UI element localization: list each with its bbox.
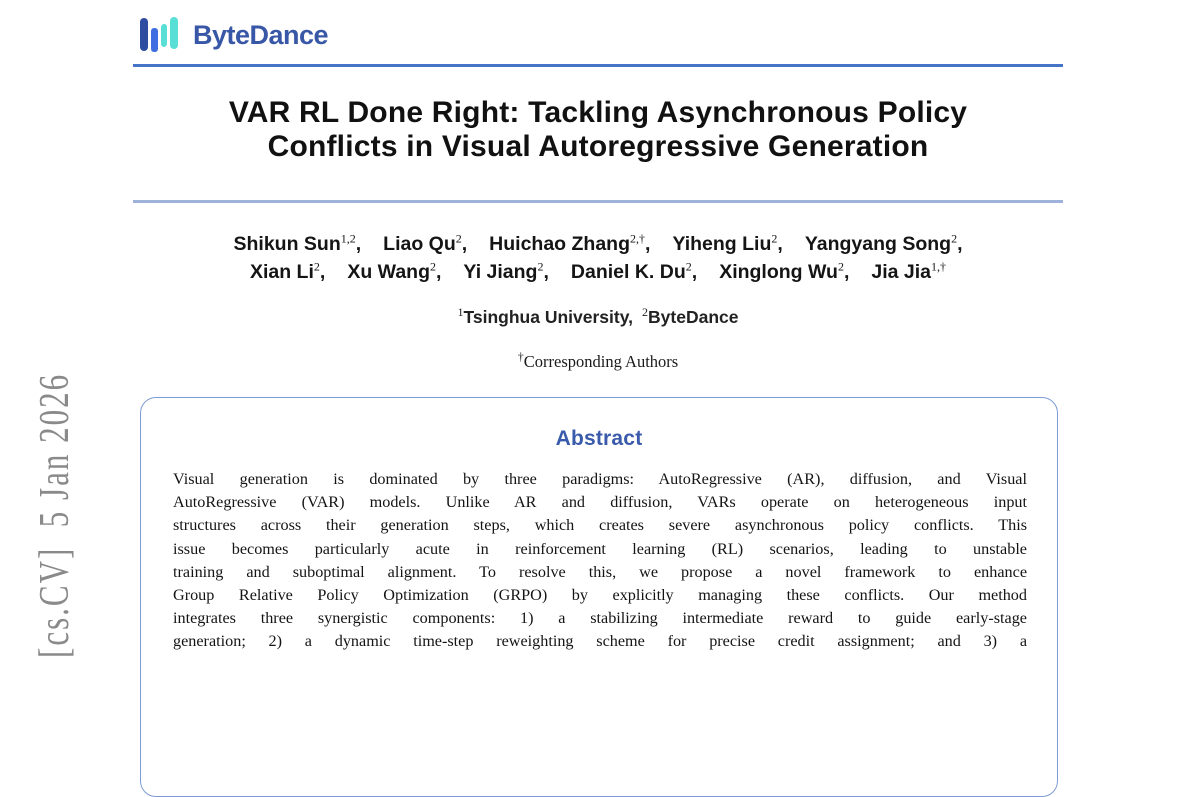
logo-bar bbox=[170, 17, 178, 49]
abstract-line: training and suboptimal alignment. To resolve this, we propose a novel framework to enhance bbox=[173, 562, 1027, 581]
affiliation: $^2$ByteDance bbox=[642, 305, 739, 327]
logo-bar bbox=[140, 18, 148, 51]
author: Huichao Zhang$^{2,\dagger}$, bbox=[489, 231, 651, 255]
abstract-line: Group Relative Policy Optimization (GRPO) by explicitly managing these conflicts. Our method bbox=[173, 586, 1027, 605]
corresponding-text: Corresponding Authors bbox=[523, 352, 679, 371]
bytedance-logo bbox=[140, 16, 328, 54]
author: Daniel K. Du$^2$, bbox=[570, 259, 698, 283]
dagger-mark: † bbox=[517, 349, 524, 364]
author: Xinglong Wu$^2$, bbox=[719, 259, 850, 283]
author: Shikun Sun$^{1,2}$, bbox=[233, 231, 362, 255]
abstract-box bbox=[140, 397, 1058, 797]
author: Xu Wang$^2$, bbox=[347, 259, 442, 283]
affiliation: $^1$Tsinghua University, bbox=[457, 305, 634, 327]
logo-bar bbox=[151, 28, 158, 52]
affiliations bbox=[133, 307, 1063, 328]
corresponding-authors-note bbox=[133, 349, 1063, 372]
bytedance-logo-text: ByteDance bbox=[193, 20, 329, 50]
author: Jia Jia$^{1,\dagger}$ bbox=[871, 259, 947, 283]
authors-line-1 bbox=[113, 233, 1083, 256]
title-line-2: Conflicts in Visual Autoregressive Generation bbox=[267, 130, 929, 163]
abstract-line: generation; 2) a dynamic time-step reweighting scheme for precise credit assignment; and 3) a bbox=[173, 632, 1027, 651]
abstract-line: integrates three synergistic components: 1) a stabilizing intermediate reward to guide early-stage bbox=[173, 609, 1027, 628]
logo-bar bbox=[161, 24, 167, 47]
header-divider bbox=[133, 64, 1063, 67]
abstract-text bbox=[173, 468, 1027, 654]
page-title bbox=[133, 96, 1063, 164]
bytedance-logo-icon bbox=[140, 16, 182, 54]
title-divider bbox=[133, 200, 1063, 203]
abstract-line: AutoRegressive (VAR) models. Unlike AR and diffusion, VARs operate on heterogeneous input bbox=[173, 493, 1027, 512]
title-line-1: VAR RL Done Right: Tackling Asynchronous Policy bbox=[228, 96, 968, 129]
author: Xian Li$^2$, bbox=[249, 259, 326, 283]
author: Yiheng Liu$^2$, bbox=[672, 231, 783, 255]
abstract-line: issue becomes particularly acute in reinforcement learning (RL) scenarios, leading to unstable bbox=[173, 539, 1027, 558]
authors-line-2 bbox=[113, 261, 1083, 284]
author: Yangyang Song$^2$, bbox=[804, 231, 963, 255]
author: Liao Qu$^2$, bbox=[383, 231, 468, 255]
author: Yi Jiang$^2$, bbox=[463, 259, 549, 283]
arxiv-sidebar-text: [cs.CV] 5 Jan 2026 bbox=[30, 372, 78, 658]
abstract-line: structures across their generation steps, which creates severe asynchronous policy conflicts. This bbox=[173, 516, 1027, 535]
abstract-heading: Abstract bbox=[555, 427, 643, 450]
abstract-line: Visual generation is dominated by three paradigms: AutoRegressive (AR), diffusion, and Visual bbox=[173, 470, 1027, 488]
